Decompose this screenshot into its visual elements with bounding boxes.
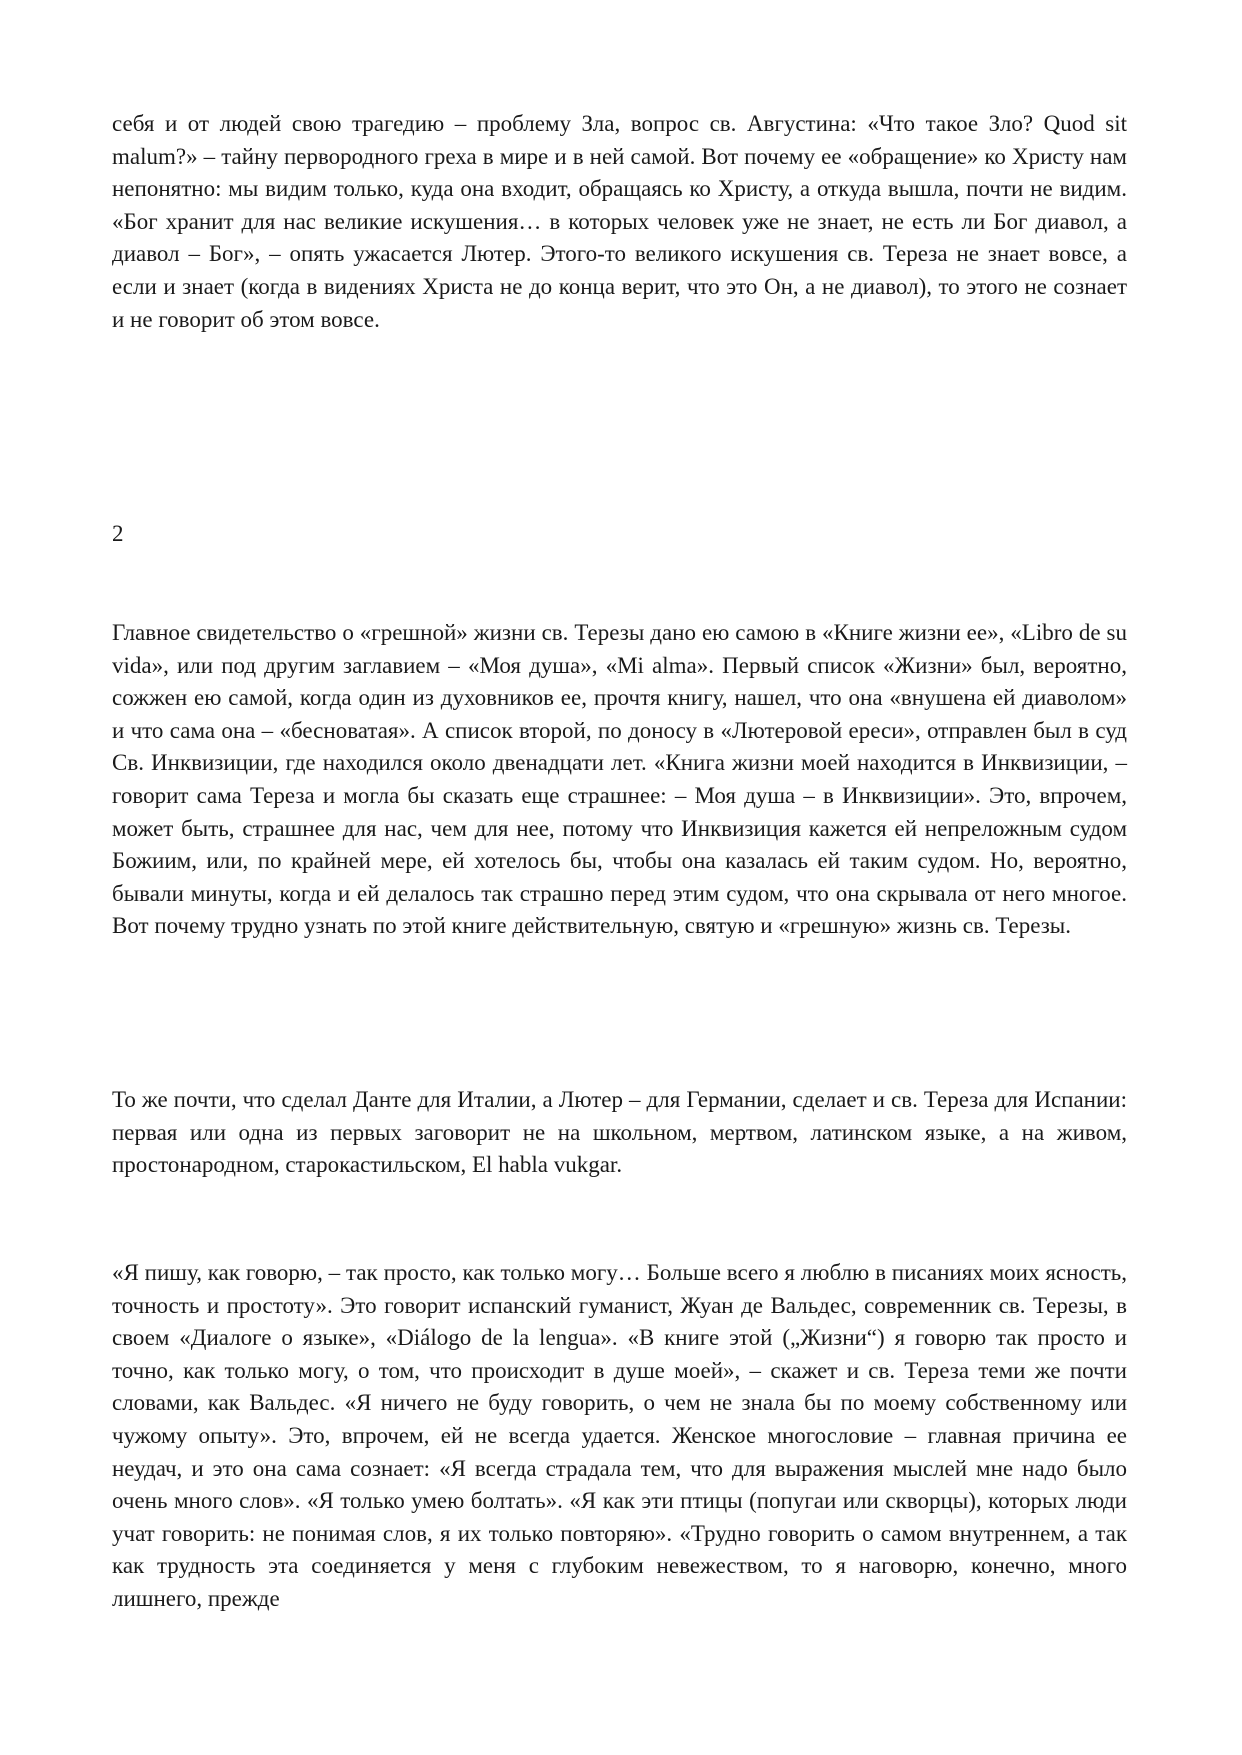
paragraph-2: Главное свидетельство о «грешной» жизни св. Терезы дано ею самою в «Книге жизни ее», «Libro de su vida», или под другим заглавием – «Моя душа», «Mi alma». Первый список «Жизни» был, вероятно, сожжен ею самой, когда один из духовников ее, прочтя книгу, нашел, что она «внушена ей диаволом» и что сама она – «бесноватая». А список второй, по доносу в «Лютеровой ереси», отправлен был в суд Св. Инквизиции, где находился около двенадцати лет. «Книга жизни моей находится в Инквизиции, – говорит сама Тереза и могла бы сказать еще страшнее: – Моя душа – в Инквизиции». Это, впрочем, может быть, страшнее для нас, чем для нее, потому что Инквизиция кажется ей непреложным судом Божиим, или, по крайней мере, ей хотелось бы, чтобы она казалась ей таким судом. Но, вероятно, бывали минуты, когда и ей делалось так страшно перед этим судом, что она скрывала от него многое. Вот почему трудно узнать по этой книге действительную, святую и «грешную» жизнь св. Терезы. [112, 620, 1127, 939]
paragraph-3: То же почти, что сделал Данте для Италии, а Лютер – для Германии, сделает и св. Тереза для Испании: первая или одна из первых заговорит не на школьном, мертвом, латинском языке, а на живом, простонародном, старокастильском, El habla vukgar. [112, 1087, 1127, 1178]
section-number: 2 [112, 521, 124, 546]
paragraph-4: «Я пишу, как говорю, – так просто, как только могу… Больше всего я люблю в писаниях моих ясность, точность и простоту». Это говорит испанский гуманист, Жуан де Вальдес, современник св. Терезы, в своем «Диалоге о языке», «Diálogo de la lengua». «В книге этой („Жизни“) я говорю так просто и точно, как только могу, о том, что происходит в душе моей», – скажет и св. Тереза теми же почти словами, как Вальдес. «Я ничего не буду говорить, о чем не знала бы по моему собственному или чужому опыту». Это, впрочем, ей не всегда удается. Женское многословие – главная причина ее неудач, и это она сама сознает: «Я всегда страдала тем, что для выражения мыслей мне надо было очень много слов». «Я только умею болтать». «Я как эти птицы (попугаи или скворцы), которых люди учат говорить: не понимая слов, я их только повторяю». «Трудно говорить о самом внутреннем, а так как трудность эта соединяется у меня с глубоким невежеством, то я наговорю, конечно, много лишнего, прежде [112, 1260, 1127, 1611]
paragraph-1: себя и от людей свою трагедию – проблему Зла, вопрос св. Августина: «Что такое Зло? Quod sit malum?» – тайну первородного греха в мире и в ней самой. Вот почему ее «обращение» ко Христу нам непонятно: мы видим только, куда она входит, обращаясь ко Христу, а откуда вышла, почти не видим. «Бог хранит для нас великие искушения… в которых человек уже не знает, не есть ли Бог диавол, а диавол – Бог», – опять ужасается Лютер. Этого-то великого искушения св. Тереза не знает вовсе, а если и знает (когда в видениях Христа не до конца верит, что это Он, а не диавол), то этого не сознает и не говорит об этом вовсе. [112, 111, 1127, 332]
